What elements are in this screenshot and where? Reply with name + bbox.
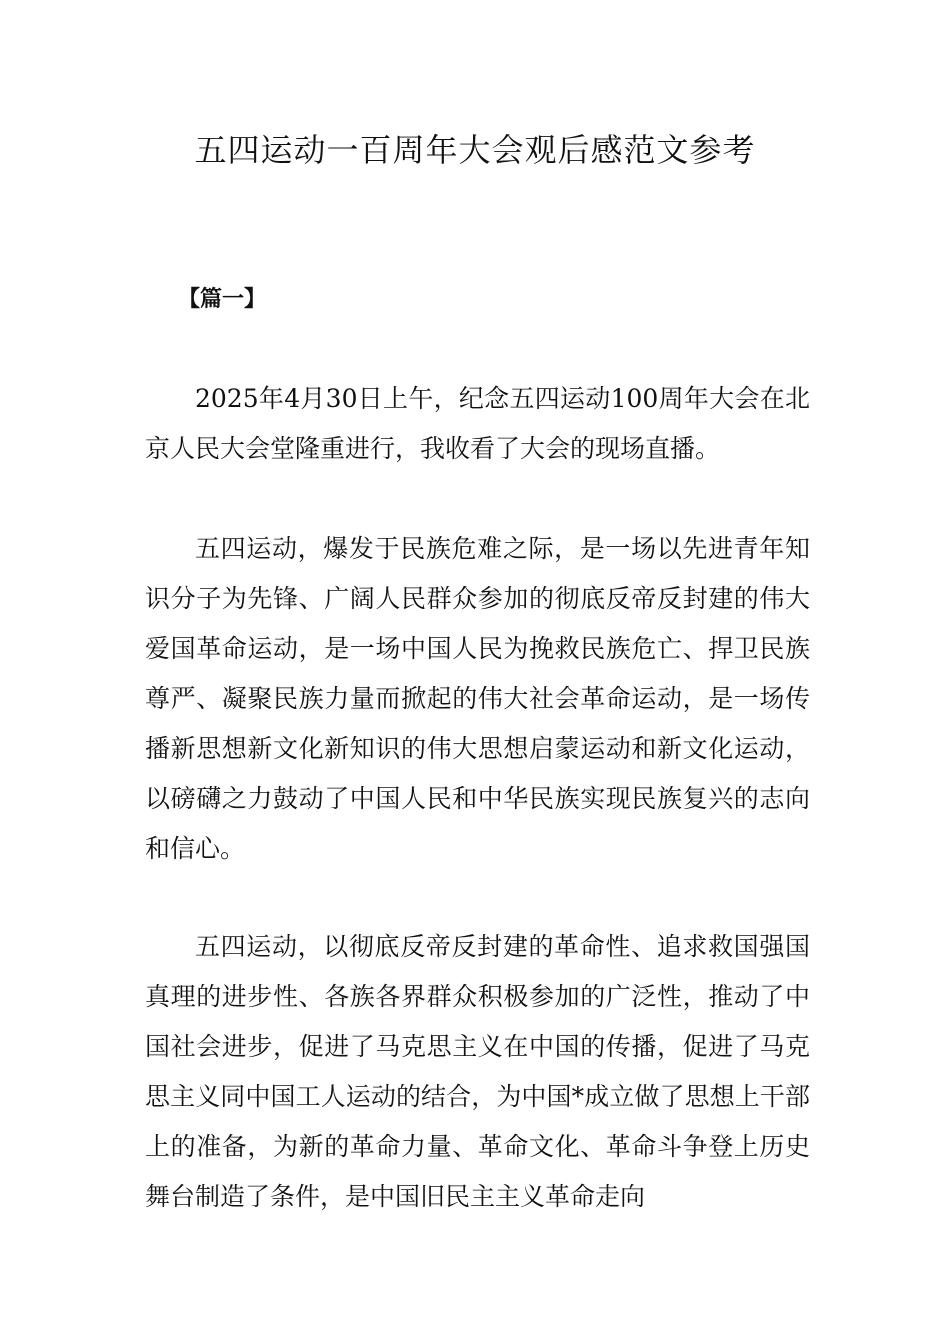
paragraph-1: 2025年4月30日上午，纪念五四运动100周年大会在北京人民大会堂隆重进行，我收看了大会的现场直播。: [145, 384, 810, 463]
section-label: 【篇一】: [178, 287, 267, 312]
paragraph-3: 五四运动，以彻底反帝反封建的革命性、追求救国强国真理的进步性、各族各界群众积极参加的广泛性，推动了中国社会进步，促进了马克思主义在中国的传播，促进了马克思主义同中国工人运动的结合，为中国*成立做了思想上干部上的准备，为新的革命力量、革命文化、革命斗争登上历史舞台制造了条件，是中国旧民主主义革命走向: [145, 932, 810, 1211]
paragraph-2: 五四运动，爆发于民族危难之际，是一场以先进青年知识分子为先锋、广阔人民群众参加的彻底反帝反封建的伟大爱国革命运动，是一场中国人民为挽救民族危亡、捍卫民族尊严、凝聚民族力量而掀起的伟大社会革命运动，是一场传播新思想新文化新知识的伟大思想启蒙运动和新文化运动，以磅礴之力鼓动了中国人民和中华民族实现民族复兴的志向和信心。: [145, 534, 810, 863]
document-title: 五四运动一百周年大会观后感范文参考: [194, 131, 756, 169]
